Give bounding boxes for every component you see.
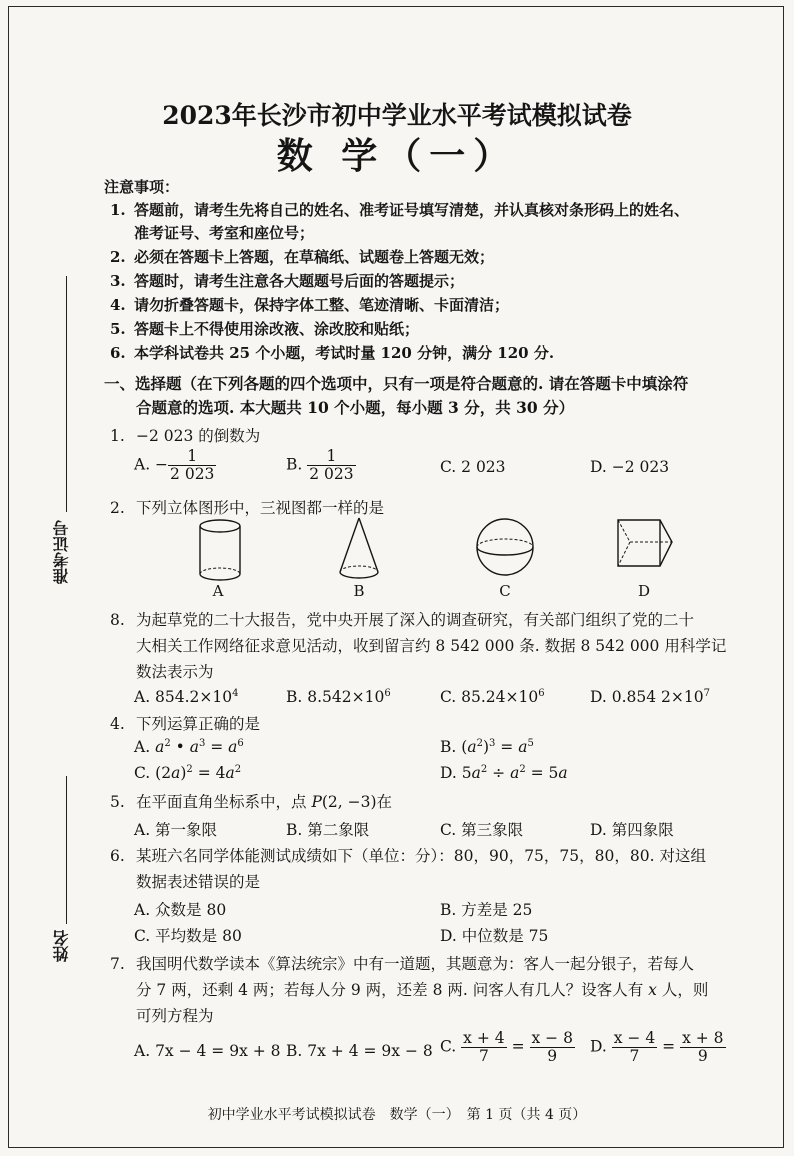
question-6: 6. 某班六名同学体能测试成绩如下（单位：分）：80，90，75，75，80，80. 对这组 <box>110 847 706 865</box>
q1-option-a: A. − $\frac{1}{2 023}$ <box>134 447 215 484</box>
q6-option-b: B. 方差是 25 <box>440 901 533 919</box>
section-heading: 一、选择题（在下列各题的四个选项中，只有一项是符合题意的. 请在答题卡中填涂符 <box>104 374 689 393</box>
note-item: 1. 答题前，请考生先将自己的姓名、准考证号填写清楚，并认真核对条形码上的姓名、 <box>110 201 690 219</box>
q1-option-d: D. −2 023 <box>590 458 670 476</box>
q1-option-c: C. 2 023 <box>440 458 506 476</box>
side-label-name: 姓名 <box>52 930 71 962</box>
q3-option-b: B. $8.542\times 10^6$ <box>286 688 391 707</box>
q6-option-d: D. 中位数是 75 <box>440 927 549 945</box>
question-2: 2. 下列立体图形中，三视图都一样的是 <box>110 499 385 517</box>
q5-option-d: D. 第四象限 <box>590 821 674 839</box>
side-line-exam-id <box>66 276 67 512</box>
sphere-figure <box>474 516 536 578</box>
q4-option-d: D. $5a^2 \div a^2 = 5a$ <box>440 764 568 783</box>
q5-option-a: A. 第一象限 <box>134 821 218 839</box>
question-3-line3: 数法表示为 <box>136 663 214 681</box>
q4-option-b: B. $(a^2)^3 = a^5$ <box>440 738 534 757</box>
page-footer: 初中学业水平考试模拟试卷 数学（一） 第 1 页（共 4 页） <box>207 1107 587 1123</box>
question-7-line3: 可列方程为 <box>136 1007 214 1025</box>
figure-label-b: B <box>353 582 365 600</box>
q6-option-a: A. 众数是 80 <box>134 901 227 919</box>
q7-option-d: D. $\frac{x - 4}{7}$ = $\frac{x + 8}{9}$ <box>590 1029 724 1066</box>
q4-option-a: A. $a^2$ • $a^3 = a^6$ <box>134 738 244 757</box>
section-heading-cont: 合题意的选项. 本大题共 10 个小题，每小题 3 分，共 30 分） <box>136 398 575 417</box>
question-6-line2: 数据表述错误的是 <box>136 873 261 891</box>
cylinder-figure <box>190 518 250 584</box>
question-5: 5. 在平面直角坐标系中，点 P(2, −3)在 <box>110 793 393 811</box>
note-item: 5. 答题卡上不得使用涂改液、涂改胶和贴纸； <box>110 320 420 338</box>
question-7-line2: 分 7 两，还剩 4 两；若每人分 9 两，还差 8 两. 问客人有几人？设客人有 x 人，则 <box>136 981 709 999</box>
figure-label-c: C <box>499 582 511 600</box>
cone-figure <box>336 516 382 582</box>
q7-option-b: B. 7x + 4 = 9x − 8 <box>286 1042 433 1060</box>
question-7: 7. 我国明代数学读本《算法统宗》中有一道题，其题意为：客人一起分银子，若每人 <box>110 955 695 973</box>
q3-option-a: A. $854.2\times 10^4$ <box>134 688 239 707</box>
q3-option-c: C. $85.24\times 10^6$ <box>440 688 545 707</box>
exam-title: 2023年长沙市初中学业水平考试模拟试卷 <box>162 101 632 130</box>
note-item: 3. 答题时，请考生注意各大题题号后面的答题提示； <box>110 272 465 290</box>
note-item: 准考证号、考室和座位号； <box>134 224 315 242</box>
question-3: 8. 为起草党的二十大报告，党中央开展了深入的调查研究，有关部门组织了党的二十 <box>110 611 695 629</box>
q1-option-b: B. $\frac{1}{2 023}$ <box>286 447 354 484</box>
note-item: 6. 本学科试卷共 25 个小题，考试时量 120 分钟，满分 120 分. <box>110 344 555 362</box>
q7-option-c: C. $\frac{x + 4}{7}$ = $\frac{x - 8}{9}$ <box>440 1029 573 1066</box>
question-4: 4. 下列运算正确的是 <box>110 715 261 733</box>
q3-option-d: D. 0.854 $2\times 10^7$ <box>590 688 710 707</box>
q4-option-c: C. $(2a)^2 = 4a^2$ <box>134 764 242 783</box>
q7-option-a: A. 7x − 4 = 9x + 8 <box>134 1042 281 1060</box>
figure-label-d: D <box>637 582 651 600</box>
q6-option-c: C. 平均数是 80 <box>134 927 242 945</box>
note-item: 4. 请勿折叠答题卡，保持字体工整、笔迹清晰、卡面清洁； <box>110 296 510 314</box>
question-3-line2: 大相关工作网络征求意见活动，收到留言约 8 542 000 条. 数据 8 542 000 用科学记 <box>136 637 727 655</box>
prism-figure <box>612 516 676 574</box>
question-1: 1. −2 023 的倒数为 <box>110 427 261 445</box>
note-item: 2. 必须在答题卡上答题，在草稿纸、试题卷上答题无效； <box>110 248 495 266</box>
q5-option-c: C. 第三象限 <box>440 821 524 839</box>
notes-heading: 注意事项： <box>104 178 180 196</box>
exam-subtitle: 数 学（一） <box>276 135 518 177</box>
figure-label-a: A <box>212 582 224 600</box>
q5-option-b: B. 第二象限 <box>286 821 370 839</box>
side-label-exam-id: 准考证号 <box>52 520 71 584</box>
side-line-name <box>66 776 67 924</box>
